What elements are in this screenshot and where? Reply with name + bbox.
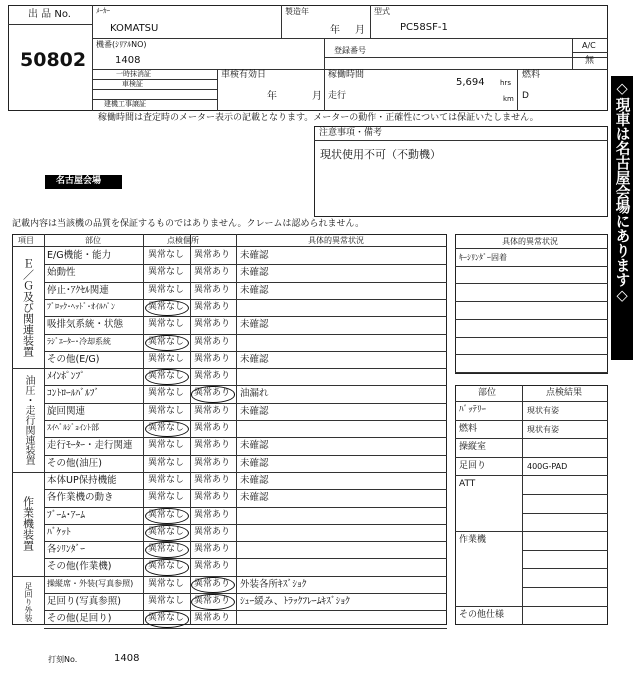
check-abnormal: 異常あり	[194, 284, 231, 295]
fuel-value: D	[522, 91, 529, 101]
row-detail: 油漏れ	[240, 388, 269, 400]
check-normal: 異常なし	[148, 405, 185, 416]
right-detail-header: 具体的異常状況	[502, 237, 558, 246]
row-part: 停止･ｱｸｾﾙ関連	[47, 284, 109, 296]
check-abnormal: 異常あり	[194, 596, 231, 606]
row-detail: 外装各所ｷｽﾞｼｮｸ	[240, 578, 307, 590]
check-normal: 異常なし	[148, 250, 185, 260]
reg-label: 登録番号	[334, 46, 366, 55]
circled-normal-mark	[145, 611, 189, 627]
row-part: その他(作業機)	[47, 561, 112, 573]
right-result-table	[455, 385, 608, 625]
row-part: ｺﾝﾄﾛｰﾙﾊﾞﾙﾌﾞ	[47, 388, 100, 400]
result-value: 現状有姿	[527, 406, 559, 415]
hours-note: 稼働時間は査定時のメーター表示の記載となります。メーターの動作・正確性については保証いたしません。	[98, 113, 539, 123]
check-abnormal: 異常あり	[194, 371, 231, 382]
row-part: 吸排気系統・状態	[47, 319, 124, 331]
circled-normal-mark	[145, 508, 189, 524]
check-normal: 異常なし	[148, 423, 185, 433]
notes-text: 現状使用不可（不動機）	[320, 148, 441, 161]
temp-permit-label: 一時抹消証	[116, 70, 151, 78]
row-part: 旋回関連	[47, 405, 86, 417]
row-part: ﾊﾞｹｯﾄ	[47, 526, 71, 538]
row-part: 走行ﾓｰﾀｰ・走行関連	[47, 440, 133, 452]
section-label: 油圧・走行関連装置	[23, 375, 34, 465]
manufacture-year-label: 製造年	[285, 7, 309, 16]
disclaimer: 記載内容は当該機の品質を保証するものではありません。クレームは認められません。	[12, 219, 365, 229]
notes-label: 注意事項・備考	[319, 128, 383, 138]
check-normal: 異常なし	[148, 492, 185, 503]
header-item: 項目	[18, 236, 34, 245]
inspection-month-unit: 月	[312, 91, 322, 102]
check-abnormal: 異常あり	[194, 301, 231, 312]
result-part: 燃料	[459, 423, 478, 434]
header-part: 部位	[85, 236, 101, 245]
check-normal: 異常なし	[148, 388, 185, 399]
circled-normal-mark	[145, 335, 189, 351]
section-label: Ｅ／Ｇ及び関連装置	[21, 258, 35, 358]
row-part: 各ｼﾘﾝﾀﾞｰ	[47, 544, 86, 556]
row-detail: 未確認	[240, 250, 269, 261]
fuel-label: 燃料	[522, 70, 541, 80]
check-normal: 異常なし	[148, 336, 185, 347]
check-normal: 異常なし	[148, 509, 185, 520]
venue-text: 名古屋会場	[56, 176, 102, 186]
check-abnormal: 異常あり	[194, 388, 231, 399]
stamp-label: 打刻No.	[48, 655, 78, 664]
row-part: 各作業機の動き	[47, 492, 114, 504]
check-abnormal: 異常あり	[194, 474, 231, 485]
serial-label: 機番(ｼﾘｱﾙNO)	[96, 40, 147, 49]
check-abnormal: 異常あり	[194, 578, 231, 589]
check-normal: 異常なし	[148, 578, 185, 589]
travel-label: 走行	[328, 91, 347, 101]
row-part: その他(足回り)	[47, 613, 112, 625]
exhibit-no-label: 出 品 No.	[28, 9, 71, 20]
check-normal: 異常なし	[148, 301, 185, 312]
maker-label: ﾒｰｶｰ	[96, 7, 110, 15]
inspection-year-unit: 年	[267, 91, 277, 102]
check-abnormal: 異常あり	[194, 457, 231, 468]
circled-abnormal-mark	[191, 577, 235, 593]
hours-value: 5,694	[456, 77, 485, 88]
header-block	[8, 5, 608, 111]
result-part: 操縦室	[459, 442, 487, 453]
check-abnormal: 異常あり	[194, 353, 231, 364]
row-part: 操縦席・外装(写真参照)	[47, 578, 134, 588]
inspection-label: 車検有効日	[221, 70, 267, 80]
check-abnormal: 異常あり	[194, 492, 231, 503]
right-detail-entry: ｷｰｼﾘﾝﾀﾞｰ固着	[459, 253, 507, 262]
check-abnormal: 異常あり	[194, 561, 231, 572]
row-part: ﾗｼﾞｴｰﾀｰ･冷却系統	[47, 336, 111, 346]
check-normal: 異常なし	[148, 544, 185, 555]
result-part: ﾊﾞｯﾃﾘｰ	[459, 405, 487, 415]
check-abnormal: 異常あり	[194, 405, 231, 416]
result-part: 足回り	[459, 460, 487, 471]
check-normal: 異常なし	[148, 596, 185, 606]
result-part: 作業機	[459, 535, 487, 546]
check-abnormal: 異常あり	[194, 319, 231, 330]
row-part: 本体UP保持機能	[47, 474, 117, 486]
section-label: 足回り外装	[24, 581, 33, 622]
row-detail: 未確認	[240, 474, 269, 486]
row-detail: ｼｭｰ緩み、ﾄﾗｯｸﾌﾚｰﾑｷｽﾞｼｮｸ	[240, 596, 350, 607]
result-header-part: 部位	[478, 388, 497, 398]
result-part: ATT	[459, 479, 476, 490]
check-normal: 異常なし	[148, 371, 185, 382]
result-header-result: 点検結果	[546, 388, 583, 398]
model-label: 型式	[374, 7, 390, 16]
row-part: 始動性	[47, 267, 76, 279]
row-part: その他(油圧)	[47, 457, 102, 469]
check-abnormal: 異常あり	[194, 336, 231, 347]
row-detail: 未確認	[240, 319, 269, 331]
check-normal: 異常なし	[148, 474, 185, 485]
exhibit-no: 50802	[20, 49, 87, 71]
side-banner-text: ◇現車は名古屋会場にあります◇	[613, 80, 631, 304]
circled-normal-mark	[145, 525, 189, 541]
row-detail: 未確認	[240, 492, 269, 504]
km-unit: km	[503, 95, 514, 103]
check-abnormal: 異常あり	[194, 250, 231, 260]
row-part: ﾒｲﾝﾎﾟﾝﾌﾟ	[47, 371, 86, 383]
header-check: 点検個所	[167, 236, 199, 245]
serial-value: 1408	[115, 55, 141, 66]
circled-normal-mark	[145, 559, 189, 575]
check-abnormal: 異常あり	[194, 423, 231, 433]
circled-normal-mark	[145, 300, 189, 316]
model-value: PC58SF-1	[400, 22, 448, 33]
check-normal: 異常なし	[148, 353, 185, 364]
section-label: 作業機装置	[21, 496, 35, 552]
maker-value: KOMATSU	[110, 23, 159, 34]
check-abnormal: 異常あり	[194, 509, 231, 520]
check-abnormal: 異常あり	[194, 526, 231, 537]
row-detail: 未確認	[240, 353, 269, 365]
row-part: ﾌﾞﾛｯｸ･ﾍｯﾄﾞ･ｵｲﾙﾊﾟﾝ	[47, 301, 115, 311]
check-normal: 異常なし	[148, 284, 185, 295]
circled-abnormal-mark	[191, 386, 235, 402]
header-detail: 具体的異常状況	[308, 236, 364, 245]
ac-label: A/C	[582, 41, 596, 50]
check-abnormal: 異常あり	[194, 613, 231, 624]
check-normal: 異常なし	[148, 613, 185, 624]
row-detail: 未確認	[240, 440, 269, 452]
row-part: E/G機能・能力	[47, 250, 112, 261]
row-part: 足回り(写真参照)	[47, 596, 121, 607]
check-normal: 異常なし	[148, 561, 185, 572]
row-part: ｽｲﾍﾞﾙｼﾞｮｲﾝﾄ部	[47, 423, 99, 432]
check-abnormal: 異常あり	[194, 544, 231, 555]
hours-label: 稼働時間	[328, 70, 365, 80]
row-detail: 未確認	[240, 267, 269, 279]
row-part: ﾌﾞｰﾑ･ｱｰﾑ	[47, 509, 86, 521]
check-abnormal: 異常あり	[194, 267, 231, 278]
result-part: その他仕様	[459, 609, 505, 620]
machine-cert-label: 建機工事譲証	[104, 100, 146, 108]
check-normal: 異常なし	[148, 457, 185, 468]
result-value: 400G-PAD	[527, 461, 568, 471]
check-normal: 異常なし	[148, 319, 185, 330]
check-abnormal: 異常あり	[194, 440, 231, 451]
hours-unit: hrs	[500, 79, 511, 87]
row-detail: 未確認	[240, 405, 269, 417]
ac-value: 無	[585, 56, 595, 66]
vehicle-cert-label: 車検証	[122, 80, 143, 88]
year-unit: 年	[330, 25, 340, 36]
check-normal: 異常なし	[148, 526, 185, 537]
month-unit: 月	[355, 25, 365, 36]
row-part: その他(E/G)	[47, 353, 100, 365]
row-detail: 未確認	[240, 284, 269, 296]
check-normal: 異常なし	[148, 440, 185, 451]
check-normal: 異常なし	[148, 267, 185, 278]
row-detail: 未確認	[240, 457, 269, 469]
result-value: 現状有姿	[527, 424, 559, 434]
stamp-value: 1408	[114, 653, 140, 664]
